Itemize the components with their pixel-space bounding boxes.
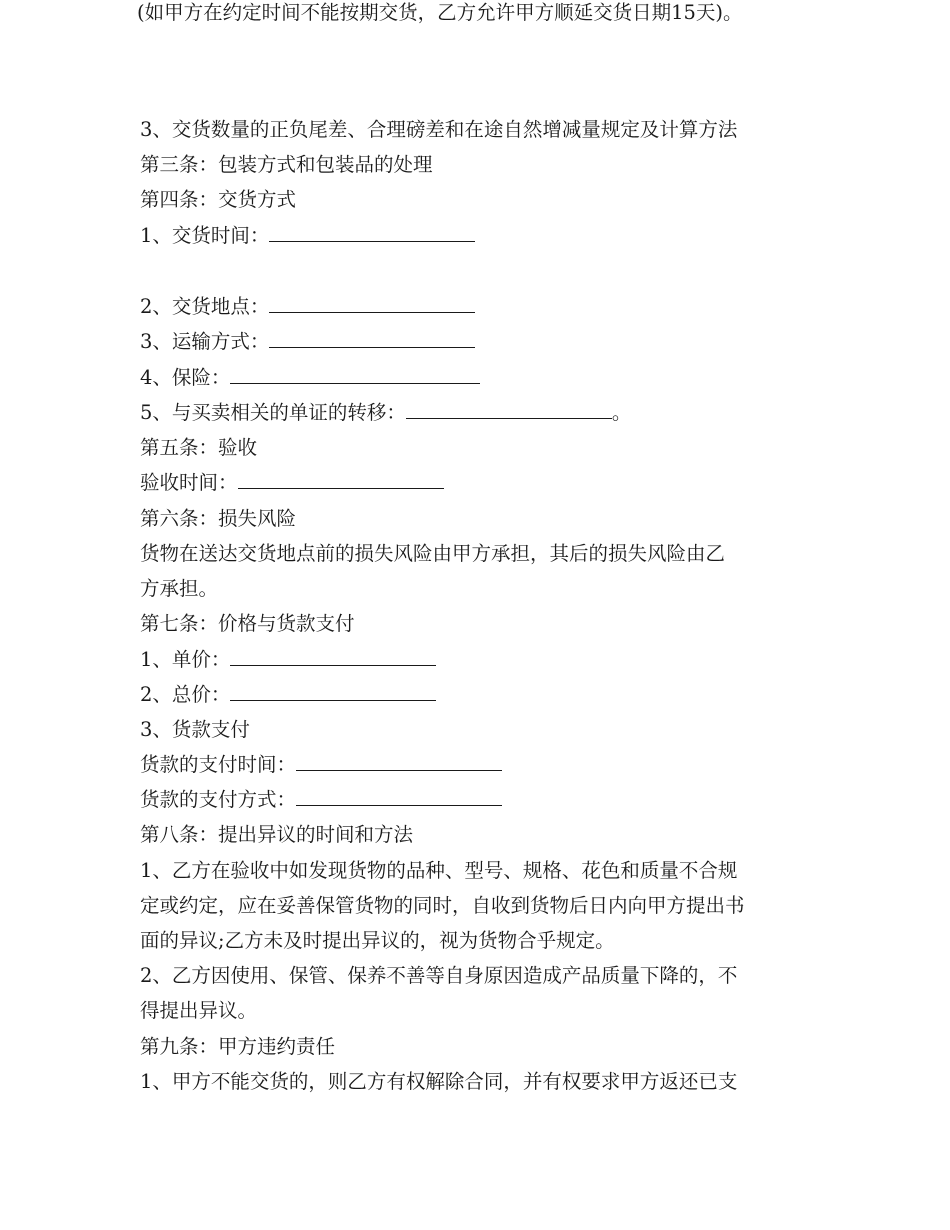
seller-breach-clause-1: 1、甲方不能交货的，则乙方有权解除合同，并有权要求甲方返还已支 — [140, 1070, 738, 1093]
objection-clause-1-line-3: 面的异议;乙方未及时提出异议的，视为货物合乎规定。 — [140, 929, 615, 952]
delivery-place-blank[interactable] — [269, 294, 475, 313]
delivery-time-row — [140, 223, 830, 249]
total-price-blank[interactable] — [230, 682, 436, 701]
article-3-heading: 第三条：包装方式和包装品的处理 — [140, 153, 433, 176]
article-7-heading: 第七条：价格与货款支付 — [140, 612, 355, 635]
objection-clause-2-line-2: 得提出异议。 — [140, 999, 258, 1022]
total-price-row — [140, 682, 830, 708]
unit-price-label: 1、单价： — [140, 648, 231, 671]
payment-method-blank[interactable] — [296, 787, 502, 806]
delivery-place-row — [140, 294, 830, 320]
payment-time-label: 货款的支付时间： — [140, 753, 297, 776]
payment-subheading: 3、货款支付 — [140, 718, 250, 741]
document-transfer-row — [140, 400, 830, 426]
unit-price-row — [140, 647, 830, 673]
clause-3-quantity-tolerance: 3、交货数量的正负尾差、合理磅差和在途自然增减量规定及计算方法 — [140, 118, 738, 141]
insurance-row — [140, 365, 830, 391]
transport-mode-blank[interactable] — [269, 329, 475, 348]
document-transfer-label: 5、与买卖相关的单证的转移： — [140, 401, 406, 424]
delivery-place-label: 2、交货地点： — [140, 295, 270, 318]
objection-clause-2-line-1: 2、乙方因使用、保管、保养不善等自身原因造成产品质量下降的，不 — [140, 964, 738, 987]
payment-time-blank[interactable] — [296, 752, 502, 771]
acceptance-time-label: 验收时间： — [140, 471, 238, 494]
objection-clause-1-line-2: 定或约定，应在妥善保管货物的同时，自收到货物后日内向甲方提出书 — [140, 894, 745, 917]
total-price-label: 2、总价： — [140, 683, 231, 706]
document-transfer-blank[interactable] — [406, 400, 612, 419]
payment-method-row — [140, 787, 830, 813]
insurance-label: 4、保险： — [140, 366, 231, 389]
article-5-heading: 第五条：验收 — [140, 436, 258, 459]
transport-mode-label: 3、运输方式： — [140, 330, 270, 353]
acceptance-time-blank[interactable] — [238, 470, 444, 489]
delivery-time-blank[interactable] — [269, 223, 475, 242]
article-4-heading: 第四条：交货方式 — [140, 188, 297, 211]
delivery-extension-note: (如甲方在约定时间不能按期交货，乙方允许甲方顺延交货日期15天)。 — [137, 1, 743, 24]
insurance-blank[interactable] — [230, 365, 480, 384]
article-9-heading: 第九条：甲方违约责任 — [140, 1035, 336, 1058]
payment-time-row — [140, 752, 830, 778]
payment-method-label: 货款的支付方式： — [140, 788, 297, 811]
objection-clause-1-line-1: 1、乙方在验收中如发现货物的品种、型号、规格、花色和质量不合规 — [140, 859, 738, 882]
delivery-time-label: 1、交货时间： — [140, 224, 270, 247]
acceptance-time-row — [140, 470, 830, 496]
document-transfer-period: 。 — [611, 401, 632, 424]
article-6-heading: 第六条：损失风险 — [140, 507, 297, 530]
risk-paragraph-line-2: 方承担。 — [140, 577, 219, 600]
unit-price-blank[interactable] — [230, 647, 436, 666]
transport-mode-row — [140, 329, 830, 355]
risk-paragraph-line-1: 货物在送达交货地点前的损失风险由甲方承担，其后的损失风险由乙 — [140, 542, 726, 565]
article-8-heading: 第八条：提出异议的时间和方法 — [140, 823, 414, 846]
